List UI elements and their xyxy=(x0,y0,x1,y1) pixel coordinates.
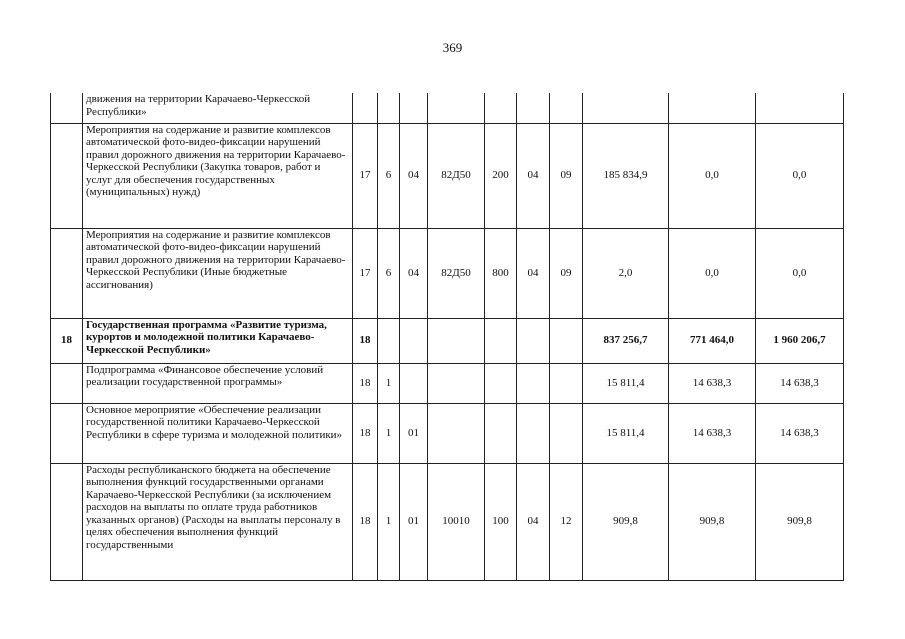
amount-year1: 185 834,9 xyxy=(583,123,669,228)
amount-year3: 14 638,3 xyxy=(756,403,844,463)
table-row xyxy=(51,93,844,123)
code-gp: 18 xyxy=(353,463,378,580)
code-vr: 100 xyxy=(485,463,517,580)
table-row xyxy=(51,403,844,463)
code-om: 04 xyxy=(400,123,428,228)
amount-year2: 0,0 xyxy=(669,228,756,318)
amount-year1 xyxy=(583,93,669,123)
amount-year3: 14 638,3 xyxy=(756,363,844,403)
code-subsection xyxy=(550,363,583,403)
table-row xyxy=(51,318,844,363)
code-om: 01 xyxy=(400,403,428,463)
amount-year1: 2,0 xyxy=(583,228,669,318)
code-target xyxy=(428,318,485,363)
code-pp: 1 xyxy=(378,463,400,580)
code-gp xyxy=(353,93,378,123)
row-description: Расходы республиканского бюджета на обеспечение выполнения функций государственными органами Карачаево-Черкесской Республики (за исключением расходов на выплаты по оплате труда работников указанных органов) (Расходы на выплаты персоналу в целях обеспечения выполнения функций государственными xyxy=(83,463,353,580)
code-subsection xyxy=(550,318,583,363)
code-gp: 18 xyxy=(353,318,378,363)
amount-year3: 1 960 206,7 xyxy=(756,318,844,363)
amount-year1: 909,8 xyxy=(583,463,669,580)
amount-year3: 0,0 xyxy=(756,228,844,318)
row-description: Подпрограмма «Финансовое обеспечение условий реализации государственной программы» xyxy=(83,363,353,403)
code-vr xyxy=(485,363,517,403)
amount-year2: 0,0 xyxy=(669,123,756,228)
row-number xyxy=(51,403,83,463)
amount-year2: 771 464,0 xyxy=(669,318,756,363)
amount-year3: 909,8 xyxy=(756,463,844,580)
code-gp: 18 xyxy=(353,403,378,463)
row-description: Основное мероприятие «Обеспечение реализации государственной политики Карачаево-Черкесской Республики в сфере туризма и молодежной политики» xyxy=(83,403,353,463)
code-target: 82Д50 xyxy=(428,123,485,228)
code-target xyxy=(428,403,485,463)
code-target: 10010 xyxy=(428,463,485,580)
code-om xyxy=(400,93,428,123)
code-subsection: 09 xyxy=(550,123,583,228)
code-subsection: 12 xyxy=(550,463,583,580)
code-pp: 1 xyxy=(378,363,400,403)
budget-table xyxy=(50,93,844,581)
code-vr xyxy=(485,403,517,463)
code-subsection xyxy=(550,93,583,123)
code-om xyxy=(400,363,428,403)
code-pp: 6 xyxy=(378,123,400,228)
code-section: 04 xyxy=(517,463,550,580)
code-pp xyxy=(378,318,400,363)
code-target xyxy=(428,363,485,403)
row-number xyxy=(51,228,83,318)
code-vr xyxy=(485,318,517,363)
code-pp: 1 xyxy=(378,403,400,463)
code-om: 04 xyxy=(400,228,428,318)
code-pp: 6 xyxy=(378,228,400,318)
code-section xyxy=(517,403,550,463)
code-subsection: 09 xyxy=(550,228,583,318)
code-target: 82Д50 xyxy=(428,228,485,318)
code-section: 04 xyxy=(517,228,550,318)
row-description: Государственная программа «Развитие туризма, курортов и молодежной политики Карачаево-Черкесской Республики» xyxy=(83,318,353,363)
row-description: движения на территории Карачаево-Черкесской Республики» xyxy=(83,93,353,123)
amount-year3 xyxy=(756,93,844,123)
code-pp xyxy=(378,93,400,123)
amount-year2: 14 638,3 xyxy=(669,363,756,403)
row-number xyxy=(51,363,83,403)
page-number: 369 xyxy=(442,40,463,55)
code-section xyxy=(517,93,550,123)
amount-year1: 837 256,7 xyxy=(583,318,669,363)
code-gp: 17 xyxy=(353,228,378,318)
amount-year3: 0,0 xyxy=(756,123,844,228)
code-subsection xyxy=(550,403,583,463)
code-om: 01 xyxy=(400,463,428,580)
table-row xyxy=(51,123,844,228)
row-description: Мероприятия на содержание и развитие комплексов автоматической фото-видео-фиксации нарушений правил дорожного движения на территории Карачаево-Черкесской Республики (Закупка товаров, работ и услуг для обеспечения государственных (муниципальных) нужд) xyxy=(83,123,353,228)
code-gp: 18 xyxy=(353,363,378,403)
code-gp: 17 xyxy=(353,123,378,228)
amount-year2: 14 638,3 xyxy=(669,403,756,463)
code-vr: 200 xyxy=(485,123,517,228)
code-section xyxy=(517,318,550,363)
code-section xyxy=(517,363,550,403)
table-row xyxy=(51,463,844,580)
row-number xyxy=(51,463,83,580)
amount-year1: 15 811,4 xyxy=(583,403,669,463)
table-row xyxy=(51,363,844,403)
table-row xyxy=(51,228,844,318)
code-section: 04 xyxy=(517,123,550,228)
code-om xyxy=(400,318,428,363)
amount-year2: 909,8 xyxy=(669,463,756,580)
amount-year1: 15 811,4 xyxy=(583,363,669,403)
row-number: 18 xyxy=(51,318,83,363)
row-number xyxy=(51,93,83,123)
row-number xyxy=(51,123,83,228)
code-vr xyxy=(485,93,517,123)
code-vr: 800 xyxy=(485,228,517,318)
row-description: Мероприятия на содержание и развитие комплексов автоматической фото-видео-фиксации нарушений правил дорожного движения на территории Карачаево-Черкесской Республики (Иные бюджетные ассигнования) xyxy=(83,228,353,318)
amount-year2 xyxy=(669,93,756,123)
code-target xyxy=(428,93,485,123)
